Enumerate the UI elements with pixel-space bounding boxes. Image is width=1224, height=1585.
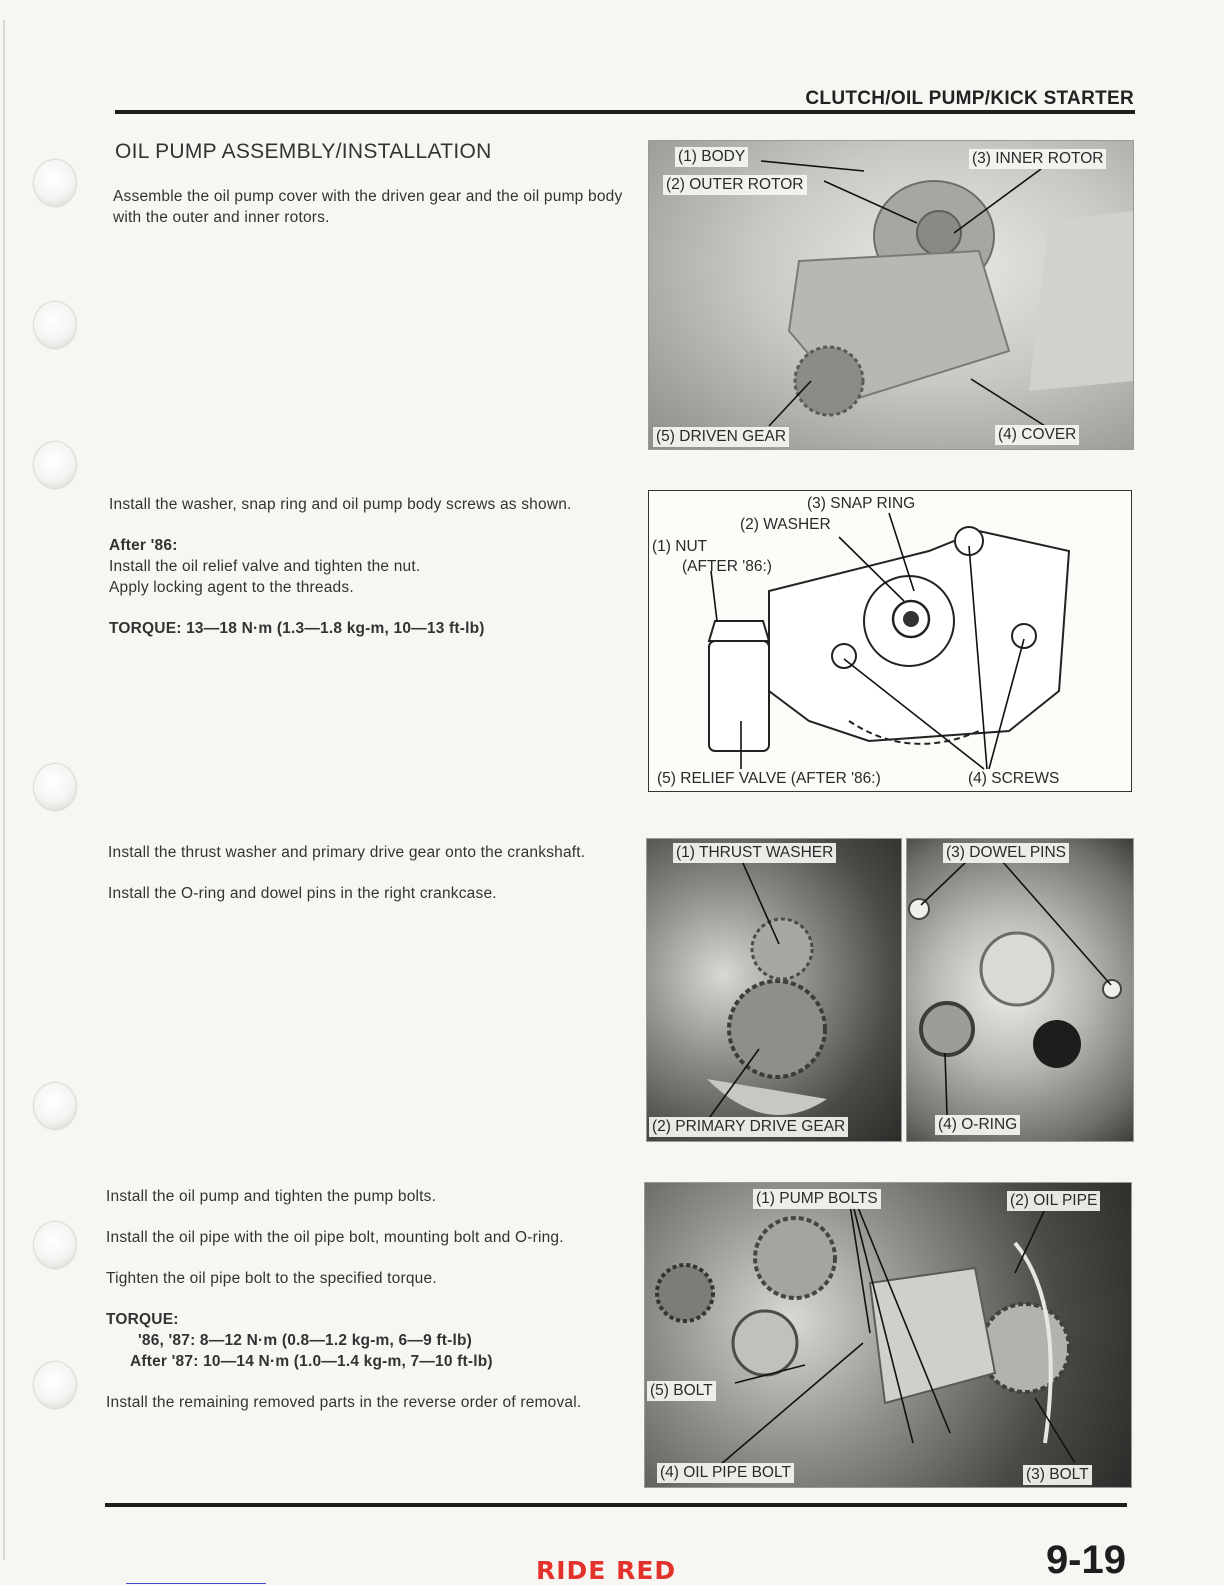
label-oil-pipe-bolt: (4) OIL PIPE BOLT — [657, 1463, 794, 1483]
label-oil-pipe: (2) OIL PIPE — [1007, 1191, 1100, 1211]
label-screws: (4) SCREWS — [968, 770, 1060, 787]
label-bolt-5: (5) BOLT — [647, 1381, 716, 1401]
label-cover: (4) COVER — [995, 425, 1079, 445]
primary-drive-gear-photo — [646, 838, 902, 1142]
binder-hole — [34, 1083, 76, 1129]
photo3a-leader-lines — [647, 839, 901, 1141]
block1-text — [113, 186, 625, 228]
drawing-outlines — [649, 491, 1131, 791]
block3-text — [108, 842, 628, 904]
torque-spec-after-87: After '87: 10—14 N·m (1.0—1.4 kg-m, 7—10 ft-lb) — [130, 1353, 493, 1370]
binder-hole — [34, 442, 76, 488]
label-primary-drive-gear: (2) PRIMARY DRIVE GEAR — [649, 1117, 848, 1137]
block1-paragraph: Assemble the oil pump cover with the driven gear and the oil pump body with the outer and inner rotors. — [113, 188, 623, 226]
locking-agent-instruction: Apply locking agent to the threads. — [109, 579, 354, 596]
photo4-leader-lines — [645, 1183, 1131, 1487]
page-heading: OIL PUMP ASSEMBLY/INSTALLATION — [115, 140, 492, 163]
pump-bolts-instruction: Install the oil pump and tighten the pump bolts. — [106, 1188, 437, 1205]
page-edge-shadow — [3, 20, 5, 1560]
label-washer: (2) WASHER — [740, 516, 831, 533]
label-body: (1) BODY — [675, 147, 748, 167]
thrust-washer-instruction: Install the thrust washer and primary drive gear onto the crankshaft. — [108, 844, 586, 861]
label-driven-gear: (5) DRIVEN GEAR — [653, 427, 789, 447]
binder-hole — [34, 764, 76, 810]
label-thrust-washer: (1) THRUST WASHER — [673, 843, 836, 863]
pipe-bolt-torque-instruction: Tighten the oil pipe bolt to the specified torque. — [106, 1270, 437, 1287]
right-crankcase-photo — [906, 838, 1134, 1142]
oil-pump-line-drawing — [648, 490, 1132, 792]
photo3b-leader-lines — [907, 839, 1133, 1141]
torque-label: TORQUE: — [106, 1311, 179, 1328]
label-pump-bolts: (1) PUMP BOLTS — [753, 1189, 881, 1209]
block2-text — [109, 494, 625, 639]
section-title: CLUTCH/OIL PUMP/KICK STARTER — [805, 88, 1134, 109]
after-86-label: After '86: — [109, 537, 178, 554]
oil-pump-installed-photo — [644, 1182, 1132, 1488]
label-inner-rotor: (3) INNER ROTOR — [969, 149, 1106, 169]
label-o-ring: (4) O-RING — [935, 1115, 1020, 1135]
reassembly-instruction: Install the remaining removed parts in the reverse order of removal. — [106, 1394, 582, 1411]
label-outer-rotor: (2) OUTER ROTOR — [663, 175, 807, 195]
torque-spec-nut: TORQUE: 13—18 N·m (1.3—1.8 kg-m, 10—13 ft-lb) — [109, 620, 485, 637]
binder-hole — [34, 302, 76, 348]
binder-hole — [34, 1362, 76, 1408]
oil-pipe-instruction: Install the oil pipe with the oil pipe bolt, mounting bolt and O-ring. — [106, 1229, 564, 1246]
block2-paragraph: Install the washer, snap ring and oil pump body screws as shown. — [109, 496, 572, 513]
binder-hole — [34, 160, 76, 206]
binder-holes — [34, 0, 78, 1584]
footer-brand: RIDE RED — [536, 1556, 677, 1585]
torque-spec-86-87: '86, '87: 8—12 N·m (0.8—1.2 kg-m, 6—9 ft-lb) — [138, 1332, 473, 1349]
block4-text — [106, 1186, 626, 1413]
page-number: 9-19 — [1045, 1538, 1126, 1582]
label-nut-after-86: (AFTER '86:) — [682, 558, 772, 575]
label-relief-valve: (5) RELIEF VALVE (AFTER '86:) — [657, 770, 881, 787]
oil-pump-assembly-photo — [648, 140, 1134, 450]
bottom-rule — [105, 1503, 1127, 1507]
label-dowel-pins: (3) DOWEL PINS — [943, 843, 1069, 863]
label-bolt-3: (3) BOLT — [1023, 1465, 1092, 1485]
binder-hole — [34, 1222, 76, 1268]
label-snap-ring: (3) SNAP RING — [807, 495, 916, 512]
label-nut: (1) NUT — [652, 538, 708, 555]
o-ring-instruction: Install the O-ring and dowel pins in the right crankcase. — [108, 885, 497, 902]
top-rule — [115, 110, 1135, 114]
relief-valve-instruction: Install the oil relief valve and tighten the nut. — [109, 558, 421, 575]
